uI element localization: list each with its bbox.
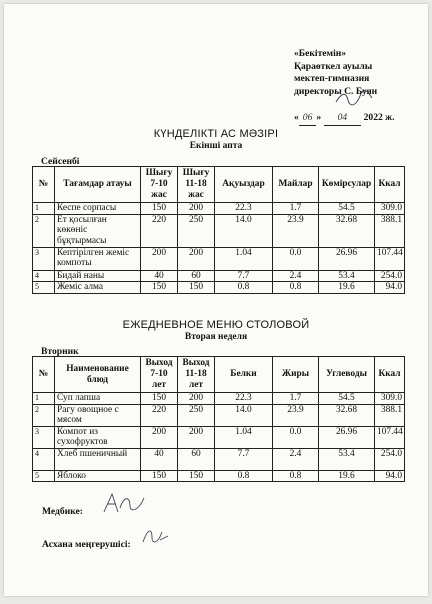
row-number: 2 bbox=[33, 214, 55, 247]
carbs: 19.6 bbox=[319, 470, 375, 482]
kz-col-fat: Майлар bbox=[273, 167, 319, 203]
date-year: 2022 ж. bbox=[363, 112, 395, 123]
ru-menu-title: ЕЖЕДНЕВНОЕ МЕНЮ СТОЛОВОЙ bbox=[122, 319, 310, 331]
yield-11-18: 250 bbox=[178, 404, 215, 426]
yield-7-10: 40 bbox=[141, 448, 178, 470]
protein: 7.7 bbox=[215, 448, 273, 470]
approval-line-2: Қараөткел ауылы bbox=[294, 60, 373, 72]
fat: 23.9 bbox=[273, 214, 319, 247]
kz-day-label: Сейсенбі bbox=[41, 156, 80, 167]
kz-col-dish: Тағамдар атауы bbox=[55, 167, 141, 203]
ru-day-label: Вторник bbox=[41, 346, 79, 357]
table-row bbox=[33, 282, 405, 294]
approval-line-3: мектеп-гимназия bbox=[294, 73, 370, 84]
kz-week-subtitle: Екінші апта bbox=[189, 141, 243, 151]
yield-7-10: 150 bbox=[141, 393, 178, 405]
yield-11-18: 150 bbox=[178, 470, 215, 482]
table-row bbox=[33, 393, 405, 405]
yield-7-10: 200 bbox=[141, 247, 178, 270]
fat: 23.9 bbox=[273, 404, 319, 426]
carbs: 19.6 bbox=[319, 282, 375, 294]
date-open-quote: « bbox=[294, 112, 299, 123]
yield-7-10: 150 bbox=[141, 203, 178, 215]
fat: 0.0 bbox=[273, 247, 319, 270]
dish-name: Жеміс алма bbox=[55, 282, 141, 294]
document-page bbox=[4, 4, 428, 596]
fat: 0.0 bbox=[273, 426, 319, 448]
approval-line-1: «Бекітемін» bbox=[294, 48, 347, 59]
kcal: 254.0 bbox=[375, 448, 405, 470]
row-number: 5 bbox=[33, 470, 55, 482]
fat: 1.7 bbox=[273, 393, 319, 405]
yield-11-18: 60 bbox=[178, 448, 215, 470]
dish-name: Компот из сухофруктов bbox=[55, 426, 141, 448]
kz-header-row bbox=[33, 167, 405, 203]
yield-7-10: 40 bbox=[141, 270, 178, 282]
fat: 0.8 bbox=[273, 282, 319, 294]
nurse-signature bbox=[100, 490, 150, 518]
director-signature bbox=[334, 88, 374, 108]
kz-col-kcal: Ккал bbox=[375, 167, 405, 203]
row-number: 1 bbox=[33, 393, 55, 405]
ru-header-row bbox=[33, 357, 405, 393]
ru-week-subtitle: Вторая неделя bbox=[184, 332, 248, 342]
protein: 7.7 bbox=[215, 270, 273, 282]
fat: 2.4 bbox=[273, 270, 319, 282]
row-number: 5 bbox=[33, 282, 55, 294]
canteen-head-signature bbox=[140, 524, 170, 546]
fat: 0.8 bbox=[273, 470, 319, 482]
yield-7-10: 220 bbox=[141, 214, 178, 247]
dish-name: Яблоко bbox=[55, 470, 141, 482]
kcal: 309.0 bbox=[375, 203, 405, 215]
yield-7-10: 150 bbox=[141, 470, 178, 482]
carbs: 54.5 bbox=[319, 203, 375, 215]
protein: 14.0 bbox=[215, 404, 273, 426]
protein: 22.3 bbox=[215, 393, 273, 405]
kz-col-protein: Ақуыздар bbox=[215, 167, 273, 203]
date-close-quote: » bbox=[316, 112, 322, 123]
approval-block bbox=[294, 48, 414, 126]
yield-7-10: 220 bbox=[141, 404, 178, 426]
nurse-label: Медбике: bbox=[42, 506, 83, 517]
dish-name: Кеспе сорпасы bbox=[55, 203, 141, 215]
ru-col-yield-7-10: Выход 7-10 лет bbox=[141, 357, 178, 393]
kcal: 94.0 bbox=[375, 470, 405, 482]
row-number: 4 bbox=[33, 448, 55, 470]
ru-col-protein: Белки bbox=[215, 357, 273, 393]
protein: 1.04 bbox=[215, 247, 273, 270]
yield-11-18: 200 bbox=[178, 203, 215, 215]
protein: 0.8 bbox=[215, 470, 273, 482]
yield-11-18: 200 bbox=[178, 393, 215, 405]
kcal: 94.0 bbox=[375, 282, 405, 294]
yield-11-18: 150 bbox=[178, 282, 215, 294]
carbs: 26.96 bbox=[319, 426, 375, 448]
carbs: 32.68 bbox=[319, 214, 375, 247]
canteen-head-label: Асхана меңгерушісі: bbox=[42, 539, 131, 550]
table-row bbox=[33, 203, 405, 215]
ru-col-dish: Наименование блюд bbox=[55, 357, 141, 393]
kcal: 107.44 bbox=[375, 247, 405, 270]
kz-col-yield-11-18: Шығу 11-18 жас bbox=[178, 167, 215, 203]
kz-col-carbs: Көмірсулар bbox=[319, 167, 375, 203]
approval-line-4: директоры С. Буян bbox=[294, 85, 378, 97]
row-number: 2 bbox=[33, 404, 55, 426]
kz-menu-table bbox=[32, 166, 405, 294]
kz-col-number: № bbox=[33, 167, 55, 203]
yield-11-18: 200 bbox=[178, 426, 215, 448]
carbs: 54.5 bbox=[319, 393, 375, 405]
kcal: 107.44 bbox=[375, 426, 405, 448]
ru-col-yield-11-18: Выход 11-18 лет bbox=[178, 357, 215, 393]
table-row bbox=[33, 214, 405, 247]
table-row bbox=[33, 426, 405, 448]
ru-menu-table bbox=[32, 356, 405, 482]
dish-name: Кептірілген жеміс компоты bbox=[55, 247, 141, 270]
table-row bbox=[33, 470, 405, 482]
table-row bbox=[33, 404, 405, 426]
approval-date bbox=[294, 112, 414, 126]
yield-11-18: 200 bbox=[178, 247, 215, 270]
row-number: 3 bbox=[33, 426, 55, 448]
yield-11-18: 250 bbox=[178, 214, 215, 247]
date-day: 06 bbox=[299, 112, 317, 126]
kz-col-yield-7-10: Шығу 7-10 жас bbox=[141, 167, 178, 203]
dish-name: Ет қосылған көкөніс бұқтырмасы bbox=[55, 214, 141, 247]
protein: 1.04 bbox=[215, 426, 273, 448]
table-row bbox=[33, 247, 405, 270]
row-number: 4 bbox=[33, 270, 55, 282]
protein: 14.0 bbox=[215, 214, 273, 247]
kcal: 388.1 bbox=[375, 214, 405, 247]
dish-name: Хлеб пшеничный bbox=[55, 448, 141, 470]
ru-col-number: № bbox=[33, 357, 55, 393]
kcal: 254.0 bbox=[375, 270, 405, 282]
fat: 2.4 bbox=[273, 448, 319, 470]
carbs: 32.68 bbox=[319, 404, 375, 426]
kcal: 309.0 bbox=[375, 393, 405, 405]
fat: 1.7 bbox=[273, 203, 319, 215]
yield-7-10: 200 bbox=[141, 426, 178, 448]
protein: 22.3 bbox=[215, 203, 273, 215]
kz-menu-title: КҮНДЕЛІКТІ АС МӘЗІРІ bbox=[153, 128, 279, 140]
carbs: 53.4 bbox=[319, 270, 375, 282]
carbs: 53.4 bbox=[319, 448, 375, 470]
row-number: 1 bbox=[33, 203, 55, 215]
dish-name: Суп лапша bbox=[55, 393, 141, 405]
ru-col-carbs: Углеводы bbox=[319, 357, 375, 393]
yield-7-10: 150 bbox=[141, 282, 178, 294]
row-number: 3 bbox=[33, 247, 55, 270]
kcal: 388.1 bbox=[375, 404, 405, 426]
ru-col-fat: Жиры bbox=[273, 357, 319, 393]
yield-11-18: 60 bbox=[178, 270, 215, 282]
dish-name: Рагу овощное с мясом bbox=[55, 404, 141, 426]
dish-name: Бидай наны bbox=[55, 270, 141, 282]
carbs: 26.96 bbox=[319, 247, 375, 270]
ru-col-kcal: Ккал bbox=[375, 357, 405, 393]
protein: 0.8 bbox=[215, 282, 273, 294]
table-row bbox=[33, 270, 405, 282]
date-month: 04 bbox=[324, 112, 362, 126]
table-row bbox=[33, 448, 405, 470]
